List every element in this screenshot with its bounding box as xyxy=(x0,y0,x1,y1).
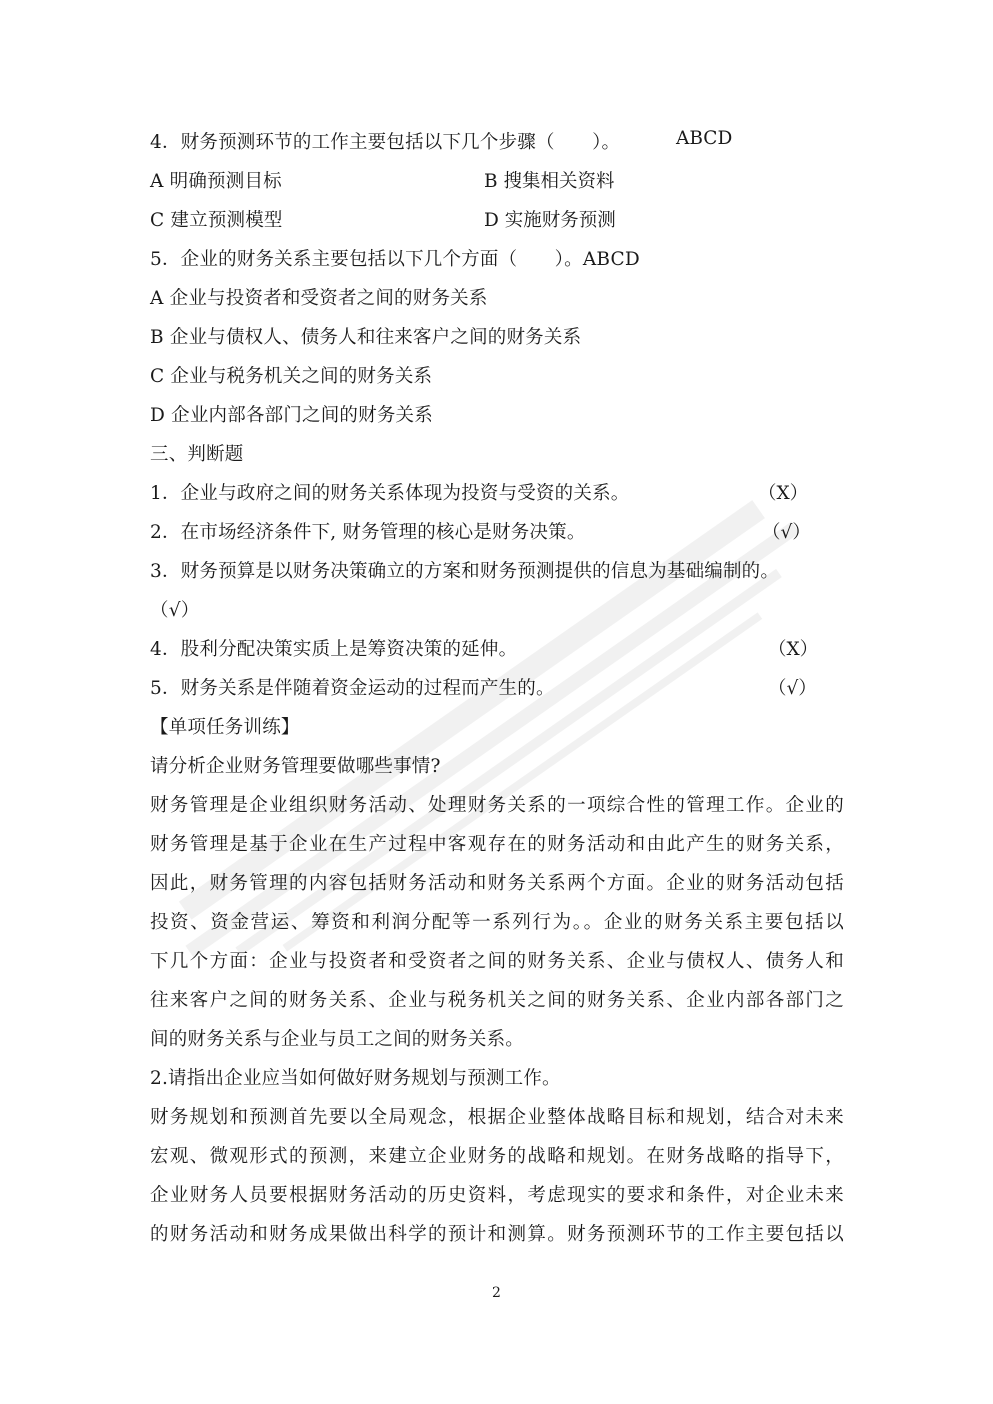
q4-option-d: D 实施财务预测 xyxy=(484,210,616,231)
q5-option-b: B 企业与债权人、债务人和往来客户之间的财务关系 xyxy=(150,327,582,348)
judge-mark-5: （√） xyxy=(768,678,817,699)
section-heading-judgment: 三、判断题 xyxy=(150,444,244,465)
q4-stem: 4．财务预测环节的工作主要包括以下几个步骤（ ）。 xyxy=(150,132,621,153)
task-answer-1-line: 投资、资金营运、筹资和利润分配等一系列行为。。企业的财务关系主要包括以 xyxy=(150,912,844,933)
task-answer-1-line: 往来客户之间的财务关系、企业与税务机关之间的财务关系、企业内部各部门之 xyxy=(150,990,844,1011)
judge-item-2: 2．在市场经济条件下, 财务管理的核心是财务决策。 xyxy=(150,522,586,543)
judge-item-4: 4．股利分配决策实质上是筹资决策的延伸。 xyxy=(150,639,518,660)
task-answer-1-line: 因此，财务管理的内容包括财务活动和财务关系两个方面。企业的财务活动包括 xyxy=(150,873,844,894)
q5-option-a: A 企业与投资者和受资者之间的财务关系 xyxy=(150,288,488,309)
q4-option-a: A 明确预测目标 xyxy=(150,171,282,192)
task-question-2: 2.请指出企业应当如何做好财务规划与预测工作。 xyxy=(150,1068,561,1089)
task-section-title: 【单项任务训练】 xyxy=(150,717,300,738)
judge-mark-1: （X） xyxy=(758,483,809,504)
q5-option-c: C 企业与税务机关之间的财务关系 xyxy=(150,366,433,387)
q4-option-b: B 搜集相关资料 xyxy=(484,171,615,192)
judge-item-5: 5．财务关系是伴随着资金运动的过程而产生的。 xyxy=(150,678,555,699)
page-number: 2 xyxy=(492,1285,501,1301)
task-question-1: 请分析企业财务管理要做哪些事情? xyxy=(150,756,441,777)
judge-mark-3: （√） xyxy=(150,600,200,621)
q4-option-c: C 建立预测模型 xyxy=(150,210,283,231)
q5-option-d: D 企业内部各部门之间的财务关系 xyxy=(150,405,433,426)
task-answer-2-line: 宏观、微观形式的预测，来建立企业财务的战略和规划。在财务战略的指导下， xyxy=(150,1146,844,1167)
task-answer-2-line: 企业财务人员要根据财务活动的历史资料，考虑现实的要求和条件，对企业未来 xyxy=(150,1185,844,1206)
task-answer-1-line: 财务管理是基于企业在生产过程中客观存在的财务活动和由此产生的财务关系， xyxy=(150,834,844,855)
judge-item-3: 3．财务预算是以财务决策确立的方案和财务预测提供的信息为基础编制的。 xyxy=(150,561,780,582)
judge-item-1: 1．企业与政府之间的财务关系体现为投资与受资的关系。 xyxy=(150,483,630,504)
judge-mark-4: （X） xyxy=(768,639,819,660)
task-answer-2-line: 的财务活动和财务成果做出科学的预计和测算。财务预测环节的工作主要包括以 xyxy=(150,1224,844,1245)
task-answer-1-line: 间的财务关系与企业与员工之间的财务关系。 xyxy=(150,1029,525,1050)
q4-answer: ABCD xyxy=(676,128,733,149)
q5-stem: 5．企业的财务关系主要包括以下几个方面（ ）。ABCD xyxy=(150,249,640,270)
task-answer-1-line: 下几个方面：企业与投资者和受资者之间的财务关系、企业与债权人、债务人和 xyxy=(150,951,844,972)
task-answer-2-line: 财务规划和预测首先要以全局观念，根据企业整体战略目标和规划，结合对未来 xyxy=(150,1107,844,1128)
judge-mark-2: （√） xyxy=(762,522,811,543)
task-answer-1-line: 财务管理是企业组织财务活动、处理财务关系的一项综合性的管理工作。企业的 xyxy=(150,795,844,816)
